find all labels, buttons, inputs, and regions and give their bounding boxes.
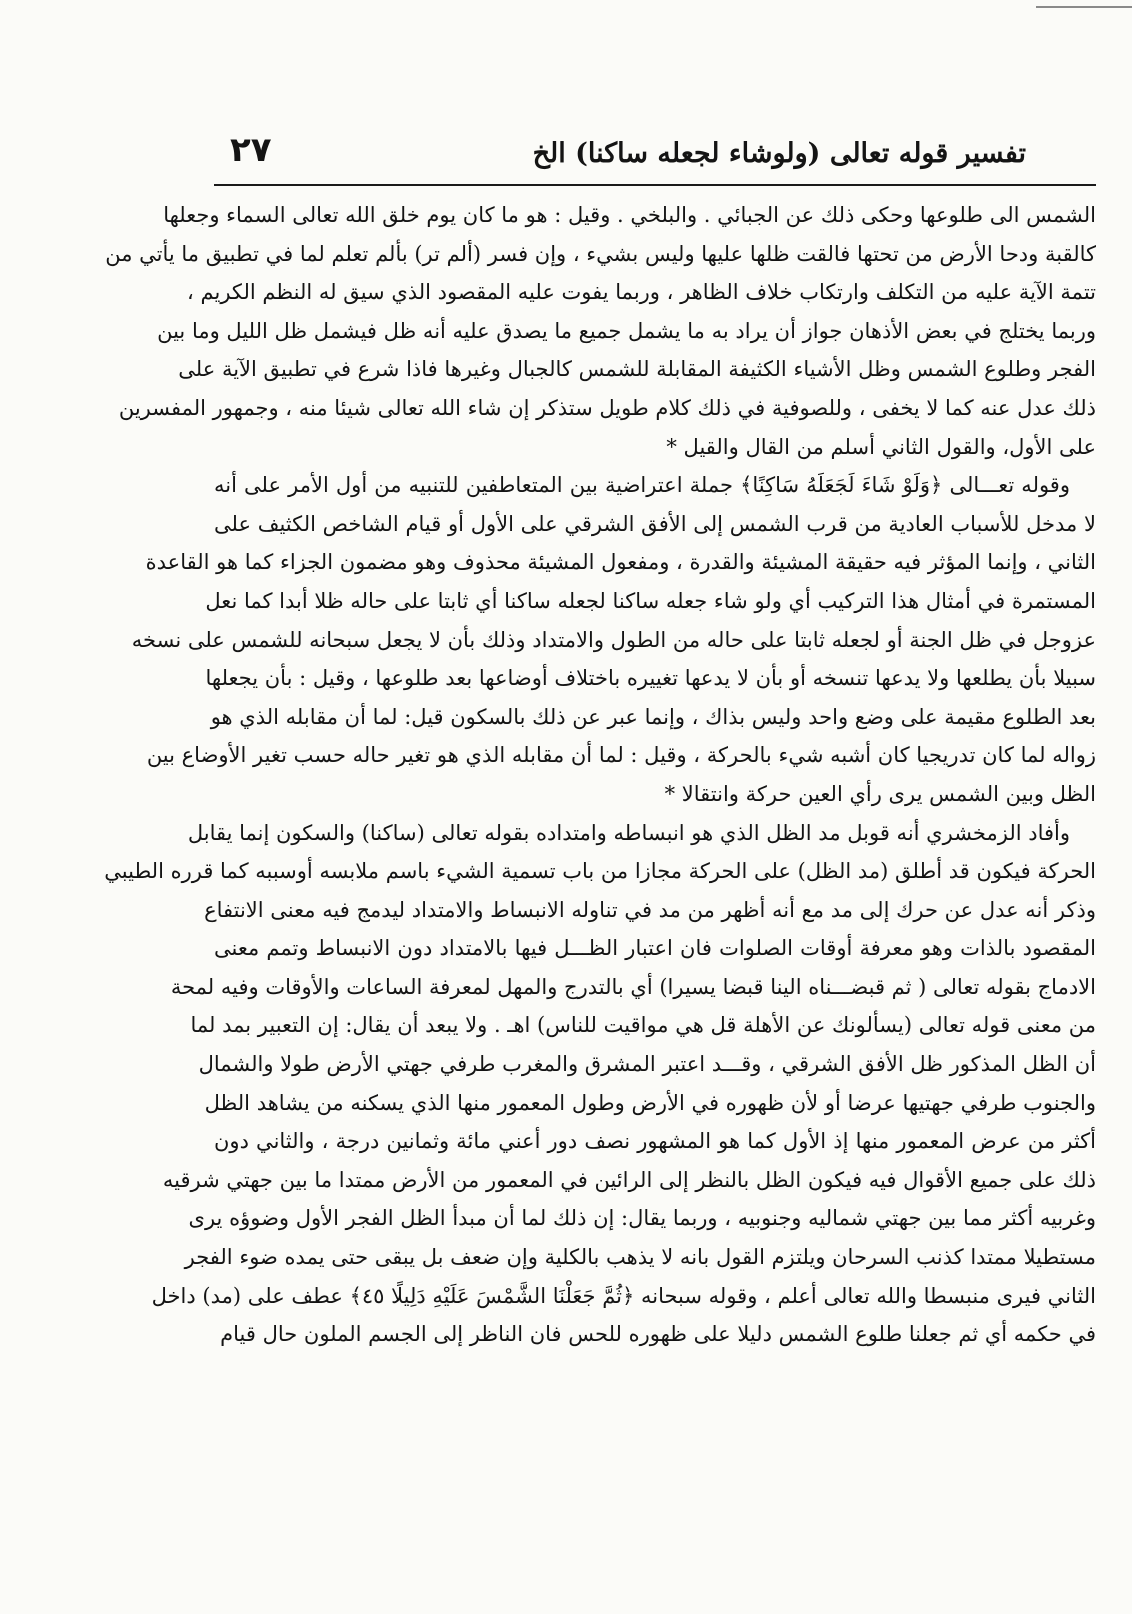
text-line: في حكمه أي ثم جعلنا طلوع الشمس دليلا على ظهوره للحس فان الناظر إلى الجسم الملون حال قيام — [220, 1322, 1096, 1347]
text-line: والجنوب طرفي جهتيها عرضا أو لأن ظهوره في الأرض وطول المعمور منها الذي يسكنه من يشاهد الظل — [204, 1090, 1096, 1115]
text-line: ذلك عدل عنه كما لا يخفى ، وللصوفية في ذلك كلام طويل ستذكر إن شاء الله تعالى شيئا منه ، وجمهور المفسرين — [118, 395, 1096, 420]
text-line: الظل وبين الشمس يرى رأي العين حركة وانتقالا * — [664, 781, 1096, 806]
page-header — [218, 128, 1096, 182]
text-line: الثاني ، وإنما المؤثر فيه حقيقة المشيئة والقدرة ، ومفعول المشيئة محذوف وهو مضمون الجزاء كما هو القاعدة — [145, 550, 1096, 575]
header-rule — [214, 184, 1096, 186]
text-line: عزوجل في ظل الجنة أو لجعله ثابتا على حاله من الطول والامتداد وذلك بأن لا يجعل سبحانه للشمس على نسخه — [131, 627, 1096, 652]
text-line: المستمرة في أمثال هذا التركيب أي ولو شاء جعله ساكنا لجعله ساكنا أي ثابتا على حاله ظلا أبدا كما نعل — [205, 588, 1096, 613]
text-line: وربما يختلج في بعض الأذهان جواز أن يراد به ما يشمل جميع ما يصدق عليه أنه ظل فيشمل ظل الليل وما بين — [157, 318, 1096, 343]
paragraph — [105, 196, 1096, 466]
body-text — [104, 196, 1096, 1586]
text-line: وغربيه أكثر مما بين جهتي شماليه وجنوبيه ، وربما يقال: إن ذلك لما أن مبدأ الظل الفجر الأول وضوؤه يرى — [188, 1206, 1096, 1231]
text-line: مستطيلا ممتدا كذنب السرحان ويلتزم القول بانه لا يذهب بالكلية وإن ضعف بل يبقى حتى يمده ضوء الفجر — [184, 1245, 1096, 1270]
text-line: الفجر وطلوع الشمس وظل الأشياء الكثيفة المقابلة للشمس كالجبال وغيرها فاذا شرع في تطبيق الآية على — [178, 357, 1096, 382]
text-line: الثاني فيرى منبسطا والله تعالى أعلم ، وقوله سبحانه ﴿ثُمَّ جَعَلْنَا الشَّمْسَ عَلَيْهِ دَلِيلًا ٤٥﴾ عطف على (مد) داخل — [151, 1283, 1096, 1308]
text-line: المقصود بالذات وهو معرفة أوقات الصلوات فان اعتبار الظـــل فيها بالامتداد دون الانبساط وتمم معنى — [214, 936, 1096, 961]
text-line: وذكر أنه عدل عن حرك إلى مد مع أنه أظهر من مد في تناوله الانبساط والامتداد ليدمج فيه معنى الانتفاع — [204, 897, 1096, 922]
text-line: الشمس الى طلوعها وحكى ذلك عن الجبائي . والبلخي . وقيل : هو ما كان يوم خلق الله تعالى السماء وجعلها — [163, 203, 1096, 227]
text-line: على الأول، والقول الثاني أسلم من القال والقيل * — [666, 434, 1096, 459]
text-line: زواله لما كان تدريجيا كان أشبه شيء بالحركة ، وقيل : لما أن مقابله الذي هو تغير حاله حسب تغير الأوضاع بين — [146, 743, 1096, 768]
paragraph — [104, 814, 1096, 1354]
running-title: تفسير قوله تعالى (ولوشاء لجعله ساكنا) الخ — [532, 138, 1026, 169]
text-line: بعد الطلوع مقيمة على وضع واحد وليس بذاك ، وإنما عبر عن ذلك بالسكون قيل: لما أن مقابله الذي هو — [210, 704, 1096, 729]
text-line: وقوله تعـــالى ﴿وَلَوْ شَاءَ لَجَعَلَهُ سَاكِنًا﴾ جملة اعتراضية بين المتعاطفين للتنبيه من أول الأمر على أنه — [214, 473, 1070, 498]
text-line: أن الظل المذكور ظل الأفق الشرقي ، وقـــد اعتبر المشرق والمغرب طرفي جهتي الأرض طولا والشمال — [198, 1052, 1096, 1077]
text-line: الحركة فيكون قد أطلق (مد الظل) على الحركة مجازا من باب تسمية الشيء باسم ملابسه أوسببه كما قرره الطيبي — [104, 859, 1096, 884]
paragraph — [131, 466, 1096, 813]
text-line: الادماج بقوله تعالى ( ثم قبضـــناه الينا قبضا يسيرا) أي بالتدرج والمهل لمعرفة الساعات والأوقات وفيه لمحة — [170, 974, 1096, 999]
text-line: ذلك على جميع الأقوال فيه فيكون الظل بالنظر إلى الرائين في المعمور من الأرض ممتدا ما بين جهتي شرقيه — [162, 1167, 1096, 1192]
text-line: سبيلا بأن يطلعها ولا يدعها تنسخه أو بأن لا يدعها تغييره باختلاف أوضاعها بعد طلوعها ، وقيل : بأن يجعلها — [205, 666, 1096, 691]
page-number: ٢٧ — [230, 130, 272, 170]
text-line: كالقبة ودحا الأرض من تحتها فالقت ظلها عليها وليس بشيء ، وإن فسر (ألم تر) بألم تعلم لما في تطبيق ما يأتي من — [105, 241, 1096, 266]
text-line: تتمة الآية عليه من التكلف وارتكاب خلاف الظاهر ، وربما يفوت عليه المقصود الذي سيق له النظم الكريم ، — [187, 280, 1096, 305]
text-line: وأفاد الزمخشري أنه قوبل مد الظل الذي هو انبساطه وامتداده بقوله تعالى (ساكنا) والسكون إنما يقابل — [187, 820, 1070, 845]
scan-edge-mark — [1036, 6, 1132, 8]
text-line: من معنى قوله تعالى (يسألونك عن الأهلة قل هي مواقيت للناس) اهـ . ولا يبعد أن يقال: إن التعبير بمد لما — [190, 1013, 1096, 1038]
text-line: أكثر من عرض المعمور منها إذ الأول كما هو المشهور نصف دور أعني مائة وثمانين درجة ، والثاني دون — [214, 1129, 1096, 1154]
text-line: لا مدخل للأسباب العادية من قرب الشمس إلى الأفق الشرقي على الأول أو قيام الشاخص الكثيف على — [214, 511, 1096, 536]
